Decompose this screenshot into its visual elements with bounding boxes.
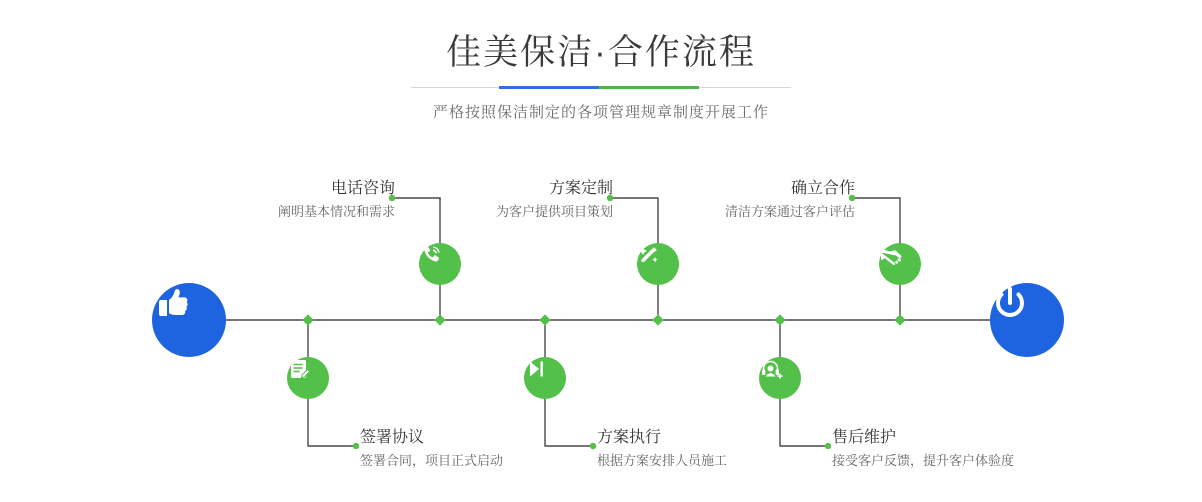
step-desc: 阐明基本情况和需求 [277,204,395,219]
step-node-plan-customization[interactable] [637,243,679,285]
step-desc: 为客户提供项目策划 [495,204,613,219]
step-label-plan-execution [597,427,827,471]
step-title: 方案定制 [548,180,613,197]
flow-start-endpoint [152,283,226,357]
step-label-establish-cooperation [712,178,855,222]
divider-blue-segment [499,86,599,89]
step-desc: 清洁方案通过客户评估 [724,204,855,219]
step-node-establish-cooperation[interactable] [879,243,921,285]
page-header [0,30,1202,122]
thumbs-up-icon [152,283,192,323]
process-flow-diagram [0,150,1202,502]
handshake-icon [879,243,905,269]
title-divider [411,86,791,89]
step-node-sign-agreement[interactable] [287,357,329,399]
flow-end-endpoint [990,283,1064,357]
step-label-phone-consult [255,178,395,222]
phone-call-icon [419,243,443,267]
step-desc: 接受客户反馈，提升客户体验度 [832,453,1015,468]
step-label-after-sales [832,427,1092,471]
headset-support-icon [759,357,783,381]
step-title: 签署协议 [360,429,425,446]
step-desc: 签署合同，项目正式启动 [360,453,504,468]
play-forward-icon [524,357,548,381]
pencil-ruler-icon [637,243,661,267]
page-subtitle: 严格按照保洁制定的各项管理规章制度开展工作 [432,104,769,121]
step-label-sign-agreement [360,427,590,471]
step-node-plan-execution[interactable] [524,357,566,399]
step-title: 方案执行 [597,429,662,446]
step-title: 确立合作 [790,180,855,197]
power-icon [990,283,1030,323]
step-node-phone-consult[interactable] [419,243,461,285]
divider-green-segment [599,86,699,89]
step-label-plan-customization [473,178,613,222]
step-desc: 根据方案安排人员施工 [597,453,728,468]
step-node-after-sales[interactable] [759,357,801,399]
page-title: 佳美保洁·合作流程 [446,33,756,72]
step-title: 售后维护 [832,429,897,446]
step-title: 电话咨询 [330,180,395,197]
document-edit-icon [287,357,311,381]
